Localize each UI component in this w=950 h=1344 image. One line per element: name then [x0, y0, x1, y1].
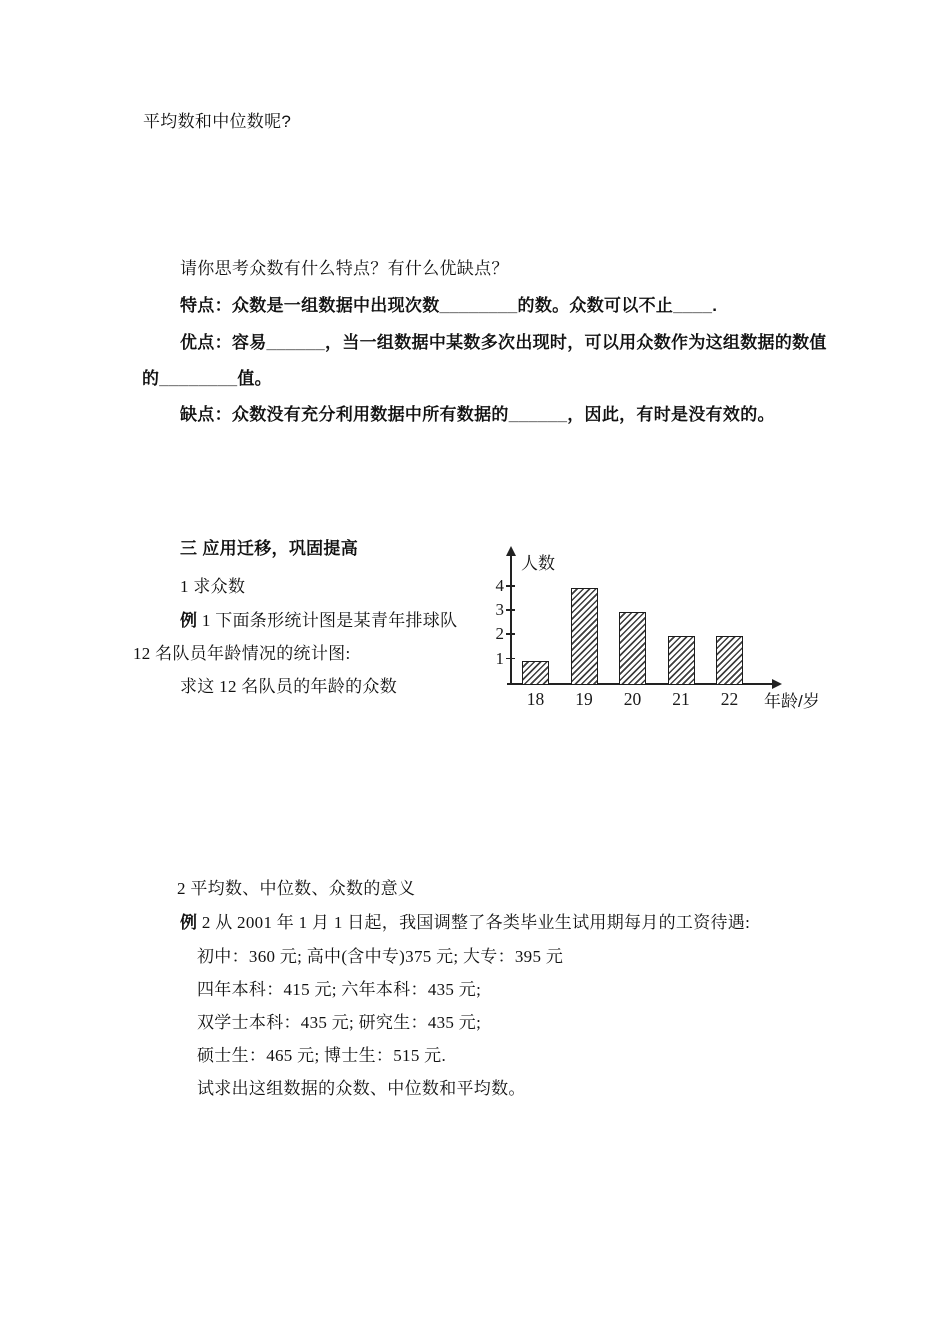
y-tick-label: 3 [495, 600, 504, 620]
section-3-heading: 三 应用迁移，巩固提高 [180, 539, 359, 558]
task-line: 试求出这组数据的众数、中位数和平均数。 [197, 1079, 526, 1098]
y-tick-mark [506, 633, 515, 635]
x-tick-label: 20 [623, 689, 642, 709]
feature-line: 特点：众数是一组数据中出现次数________的数。众数可以不止____. [180, 296, 718, 315]
y-tick-mark [506, 585, 515, 587]
advantage-line-1: 优点：容易______，当一组数据中某数多次出现时，可以用众数作为这组数据的数值 [180, 333, 827, 352]
x-tick-label: 22 [720, 689, 739, 709]
x-tick-label: 19 [575, 689, 593, 709]
salary-line: 四年本科：415 元; 六年本科：435 元; [197, 980, 482, 999]
x-tick-label: 18 [526, 689, 545, 709]
salary-line: 初中：360 元; 高中(含中专)375 元; 大专：395 元 [197, 947, 564, 966]
think-question: 请你思考众数有什么特点？有什么优缺点？ [180, 259, 509, 278]
disadvantage-line: 缺点：众数没有充分利用数据中所有数据的______，因此，有时是没有效的。 [180, 405, 775, 424]
advantage-line-2: 的________值。 [142, 369, 272, 388]
example1-label: 例 [180, 611, 198, 630]
bar-age-20 [619, 612, 646, 685]
y-axis [510, 554, 512, 685]
example1-line2: 12 名队员年龄情况的统计图: [133, 644, 351, 663]
y-axis-title: 人数 [521, 554, 555, 573]
bar-age-19 [571, 588, 598, 685]
example1-line1-text: 1 下面条形统计图是某青年排球队 [197, 611, 458, 630]
bar-age-18 [522, 661, 549, 685]
example2-intro-text: 2 从 2001 年 1 月 1 日起，我国调整了各类毕业生试用期每月的工资待遇: [197, 913, 751, 932]
intro-line: 平均数和中位数呢? [143, 112, 292, 131]
x-axis-title: 年龄/岁 [764, 692, 820, 711]
y-tick-label: 4 [495, 575, 504, 595]
bar-chart [480, 545, 845, 723]
y-tick-label: 1 [495, 648, 504, 668]
bar-age-22 [716, 636, 743, 685]
example2-label: 例 [180, 913, 198, 932]
subsection-1-heading: 1 求众数 [180, 577, 246, 596]
salary-line: 双学士本科：435 元; 研究生：435 元; [197, 1013, 482, 1032]
example1-line3: 求这 12 名队员的年龄的众数 [180, 677, 397, 696]
y-axis-arrow-icon [506, 546, 516, 556]
y-tick-mark [506, 658, 515, 660]
y-tick-mark [506, 609, 515, 611]
y-tick-label: 2 [495, 624, 504, 644]
subsection-2-heading: 2 平均数、中位数、众数的意义 [177, 879, 416, 898]
salary-line: 硕士生：465 元; 博士生：515 元. [197, 1046, 447, 1065]
example1-line1 [180, 611, 457, 630]
example2-intro [180, 913, 750, 932]
bar-age-21 [668, 636, 695, 685]
x-tick-label: 21 [672, 689, 690, 709]
